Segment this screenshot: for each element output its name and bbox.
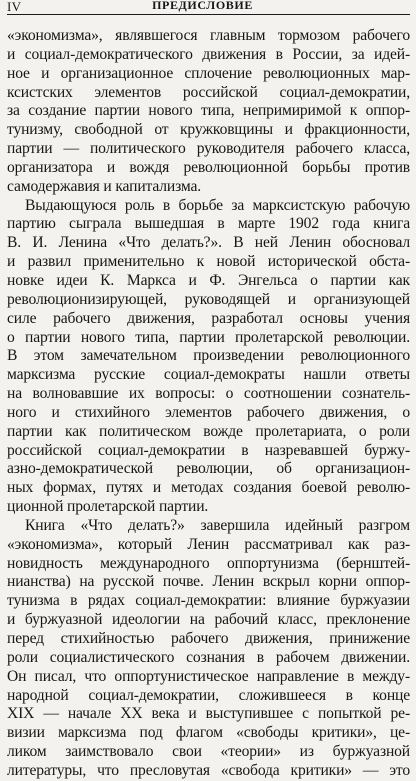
text-line: XIX — начале XX века и выступившее с попыткой ре- xyxy=(7,705,410,723)
text-line: организатора и вождя революционной борьбы против xyxy=(7,158,410,176)
text-line: о партии нового типа, партии пролетарской революции. xyxy=(7,328,410,346)
text-line: российской социал-демократии в назревавшей буржу- xyxy=(7,441,410,459)
text-line: Он писал, что оппортунистическое направление в между- xyxy=(7,667,410,685)
text-line: В этом замечательном произведении революционного xyxy=(7,347,410,365)
text-line: Выдающуюся роль в борьбе за марксистскую рабочую xyxy=(25,196,410,214)
text-line: «экономизма», который Ленин рассматривал как раз- xyxy=(7,535,410,553)
text-line: визии марксизма под флагом «свободы критики», це- xyxy=(7,724,410,742)
text-line: партию сыграла вышедшая в марте 1902 года книга xyxy=(7,215,410,233)
text-line: ного и стихийного элементов рабочего движения, о xyxy=(7,403,410,421)
text-line: самодержавия и капитализма. xyxy=(7,177,202,195)
text-line: новидность международного оппортунизма (бернштей- xyxy=(7,554,410,572)
body-text xyxy=(7,27,410,781)
text-line: силе рабочего движения, разработал основы учения xyxy=(7,309,410,327)
text-line: «экономизма», являвшегося главным тормозом рабочего xyxy=(7,27,410,44)
text-line: революционизирующей, руководящей и организующей xyxy=(7,290,410,308)
page-number: IV xyxy=(7,0,22,14)
text-line: новке идеи К. Маркса и Ф. Энгельса о партии как xyxy=(7,271,410,289)
text-line: марксизма русские социал-демократы нашли ответы xyxy=(7,366,410,384)
text-line: ксистских элементов российской социал-демократии, xyxy=(7,83,410,101)
text-line: партии — политического руководителя рабочего класса, xyxy=(7,140,410,158)
text-line: и развил применительно к новой исторической обста- xyxy=(7,253,410,271)
text-line: тунизма в рядах социал-демократии: влияние буржуазии xyxy=(7,592,410,610)
text-line: и социал-демократического движения в России, за идей- xyxy=(7,45,410,63)
text-line: перед стихийностью рабочего движения, принижение xyxy=(7,630,410,647)
text-line: за создание партии нового типа, непримиримой к оппор- xyxy=(7,102,410,120)
text-line: ликом заимствовало свои «теории» из буржуазной xyxy=(7,743,410,761)
text-line: роли социалистического сознания в рабочем движении. xyxy=(7,648,410,666)
text-line: ное и организационное сплочение революционных мар- xyxy=(7,64,410,82)
text-line: тунизму, свободной от кружковщины и фракционности, xyxy=(7,121,410,139)
text-line: В. И. Ленина «Что делать?». В ней Ленин обосновал xyxy=(7,234,410,252)
text-line: ционной пролетарской партии. xyxy=(7,498,209,516)
text-line: ных формах, путях и методах создания боевой револю- xyxy=(7,479,410,497)
text-line: партии как политическом вожде пролетариата, о роли xyxy=(7,422,410,440)
text-line: народной социал-демократии, сложившееся в конце xyxy=(7,686,410,704)
running-head xyxy=(7,0,410,15)
text-line: азно-демократической революции, об организацион- xyxy=(7,460,410,478)
text-line: нианства) на русской почве. Ленин вскрыл корни оппор- xyxy=(7,573,410,591)
text-line: на волновавшие их вопросы: о соотношении сознатель- xyxy=(7,385,410,403)
text-line: Книга «Что делать?» завершила идейный разгром xyxy=(25,516,410,534)
text-line: литературы, что пресловутая «свобода критики» — это xyxy=(7,761,410,779)
running-title: ПРЕДИСЛОВИЕ xyxy=(152,0,253,12)
text-line: и буржуазной идеологии на рабочий класс, преклонение xyxy=(7,611,410,629)
